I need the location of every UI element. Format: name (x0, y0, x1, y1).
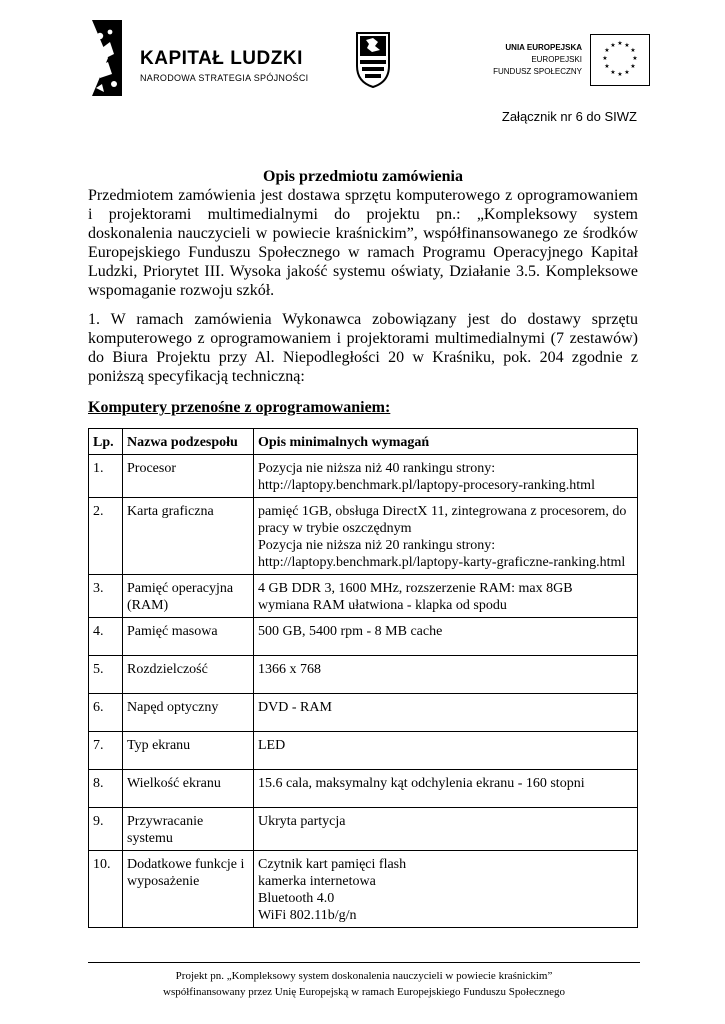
row-desc (254, 575, 638, 618)
desc-line: DVD - RAM (258, 700, 332, 715)
row-desc (254, 851, 638, 928)
row-name: Rozdzielczość (123, 656, 254, 694)
row-name: Przywracanie systemu (123, 808, 254, 851)
svg-text:★: ★ (617, 41, 623, 47)
document-body (88, 167, 638, 417)
svg-text:★: ★ (602, 56, 608, 62)
desc-line: Czytnik kart pamięci flash (258, 857, 407, 872)
table-header-row (89, 429, 638, 455)
row-lp: 2. (89, 498, 123, 575)
row-desc (254, 618, 638, 656)
svg-text:★: ★ (630, 64, 636, 70)
svg-text:★: ★ (610, 70, 616, 76)
row-lp: 10. (89, 851, 123, 928)
row-lp: 7. (89, 732, 123, 770)
table-row (89, 498, 638, 575)
table-row (89, 770, 638, 808)
svg-text:★: ★ (604, 48, 610, 54)
eu-logo-line1: UNIA EUROPEJSKA (505, 43, 582, 52)
svg-text:★: ★ (610, 43, 616, 49)
svg-text:★: ★ (632, 56, 638, 62)
spec-table (88, 428, 638, 928)
row-name: Napęd optyczny (123, 694, 254, 732)
desc-line: Ukryta partycja (258, 814, 346, 829)
row-name: Wielkość ekranu (123, 770, 254, 808)
row-name: Pamięć operacyjna (RAM) (123, 575, 254, 618)
table-row (89, 455, 638, 498)
section-title: Komputery przenośne z oprogramowaniem: (88, 399, 391, 416)
row-name: Karta graficzna (123, 498, 254, 575)
row-desc (254, 656, 638, 694)
footer-line-2: współfinansowany przez Unię Europejską w ramach Europejskiego Funduszu Społecznego (163, 986, 565, 998)
row-lp: 3. (89, 575, 123, 618)
svg-text:★: ★ (617, 72, 623, 78)
row-lp: 4. (89, 618, 123, 656)
desc-line: Pozycja nie niższa niż 20 rankingu strony: (258, 538, 496, 553)
kapital-ludzki-logo (88, 18, 309, 98)
row-name: Pamięć masowa (123, 618, 254, 656)
item-1-paragraph: 1. W ramach zamówienia Wykonawca zobowiązany jest do dostawy sprzętu komputerowego z oprogramowaniem i projektorami multimedialnymi (7 zestawów) do Biura Projektu przy Al. Niepodległości 20 w Kraśniku, pok. 204 zgodnie z poniższą specyfikacją techniczną: (88, 311, 638, 385)
header-desc: Opis minimalnych wymagań (254, 429, 638, 455)
row-lp: 8. (89, 770, 123, 808)
table-row (89, 618, 638, 656)
eu-logo (494, 34, 650, 86)
row-name: Dodatkowe funkcje i wyposażenie (123, 851, 254, 928)
desc-line: http://laptopy.benchmark.pl/laptopy-procesory-ranking.html (258, 478, 595, 493)
annex-label: Załącznik nr 6 do SIWZ (501, 109, 637, 124)
row-desc (254, 732, 638, 770)
svg-text:★: ★ (624, 70, 630, 76)
desc-line: WiFi 802.11b/g/n (258, 908, 357, 923)
row-lp: 5. (89, 656, 123, 694)
desc-line: 15.6 cala, maksymalny kąt odchylenia ekranu - 160 stopni (258, 776, 585, 791)
desc-line: http://laptopy.benchmark.pl/laptopy-karty-graficzne-ranking.html (258, 555, 626, 570)
table-row (89, 575, 638, 618)
table-row (89, 808, 638, 851)
desc-line: wymiana RAM ułatwiona - klapka od spodu (258, 598, 507, 613)
row-desc (254, 808, 638, 851)
kapital-ludzki-title: KAPITAŁ LUDZKI (140, 48, 303, 69)
kapital-ludzki-subtitle: NARODOWA STRATEGIA SPÓJNOŚCI (140, 73, 309, 83)
desc-line: 1366 x 768 (258, 662, 321, 677)
desc-line: LED (258, 738, 286, 753)
table-row (89, 732, 638, 770)
table-row (89, 694, 638, 732)
desc-line: Bluetooth 4.0 (258, 891, 335, 906)
row-name: Procesor (123, 455, 254, 498)
desc-line: 4 GB DDR 3, 1600 MHz, rozszerzenie RAM: max 8GB (258, 581, 573, 596)
intro-paragraph: Przedmiotem zamówienia jest dostawa sprzętu komputerowego z oprogramowaniem i projektorami multimedialnymi do projektu pn.: „Kompleksowy system doskonalenia nauczycieli w powiecie kraśnickim”, współfinansowanego ze środków Europejskiego Funduszu Społecznego w ramach Programu Operacyjnego Kapitał Ludzki, Priorytet III. Wysoka jakość systemu oświaty, Działanie 3.5. Kompleksowe wspomaganie rozwoju szkół. (88, 187, 638, 299)
kapital-ludzki-emblem-icon (88, 18, 126, 98)
desc-line: 500 GB, 5400 rpm - 8 MB cache (258, 624, 443, 639)
desc-line: pamięć 1GB, obsługa DirectX 11, zintegrowana z procesorem, do pracy w trybie oszczędnym (258, 504, 627, 536)
coat-of-arms-icon (356, 32, 390, 88)
footer (88, 968, 640, 1000)
table-row (89, 656, 638, 694)
row-desc (254, 498, 638, 575)
svg-text:★: ★ (604, 64, 610, 70)
row-lp: 6. (89, 694, 123, 732)
row-desc (254, 455, 638, 498)
footer-line-1: Projekt pn. „Kompleksowy system doskonalenia nauczycieli w powiecie kraśnickim” (175, 970, 553, 982)
row-name: Typ ekranu (123, 732, 254, 770)
header-lp: Lp. (89, 429, 123, 455)
row-lp: 1. (89, 455, 123, 498)
row-desc (254, 770, 638, 808)
header-name: Nazwa podzespołu (123, 429, 254, 455)
page-title: Opis przedmiotu zamówienia (263, 168, 463, 185)
row-lp: 9. (89, 808, 123, 851)
desc-line: kamerka internetowa (258, 874, 376, 889)
eu-logo-text (493, 42, 582, 78)
eu-flag-icon (590, 34, 650, 86)
eu-logo-line3: FUNDUSZ SPOŁECZNY (493, 67, 582, 76)
row-desc (254, 694, 638, 732)
footer-divider (88, 962, 640, 963)
svg-text:★: ★ (630, 48, 636, 54)
desc-line: Pozycja nie niższa niż 40 rankingu strony: (258, 461, 496, 476)
table-row (89, 851, 638, 928)
svg-text:★: ★ (624, 43, 630, 49)
eu-logo-line2: EUROPEJSKI (531, 55, 582, 64)
